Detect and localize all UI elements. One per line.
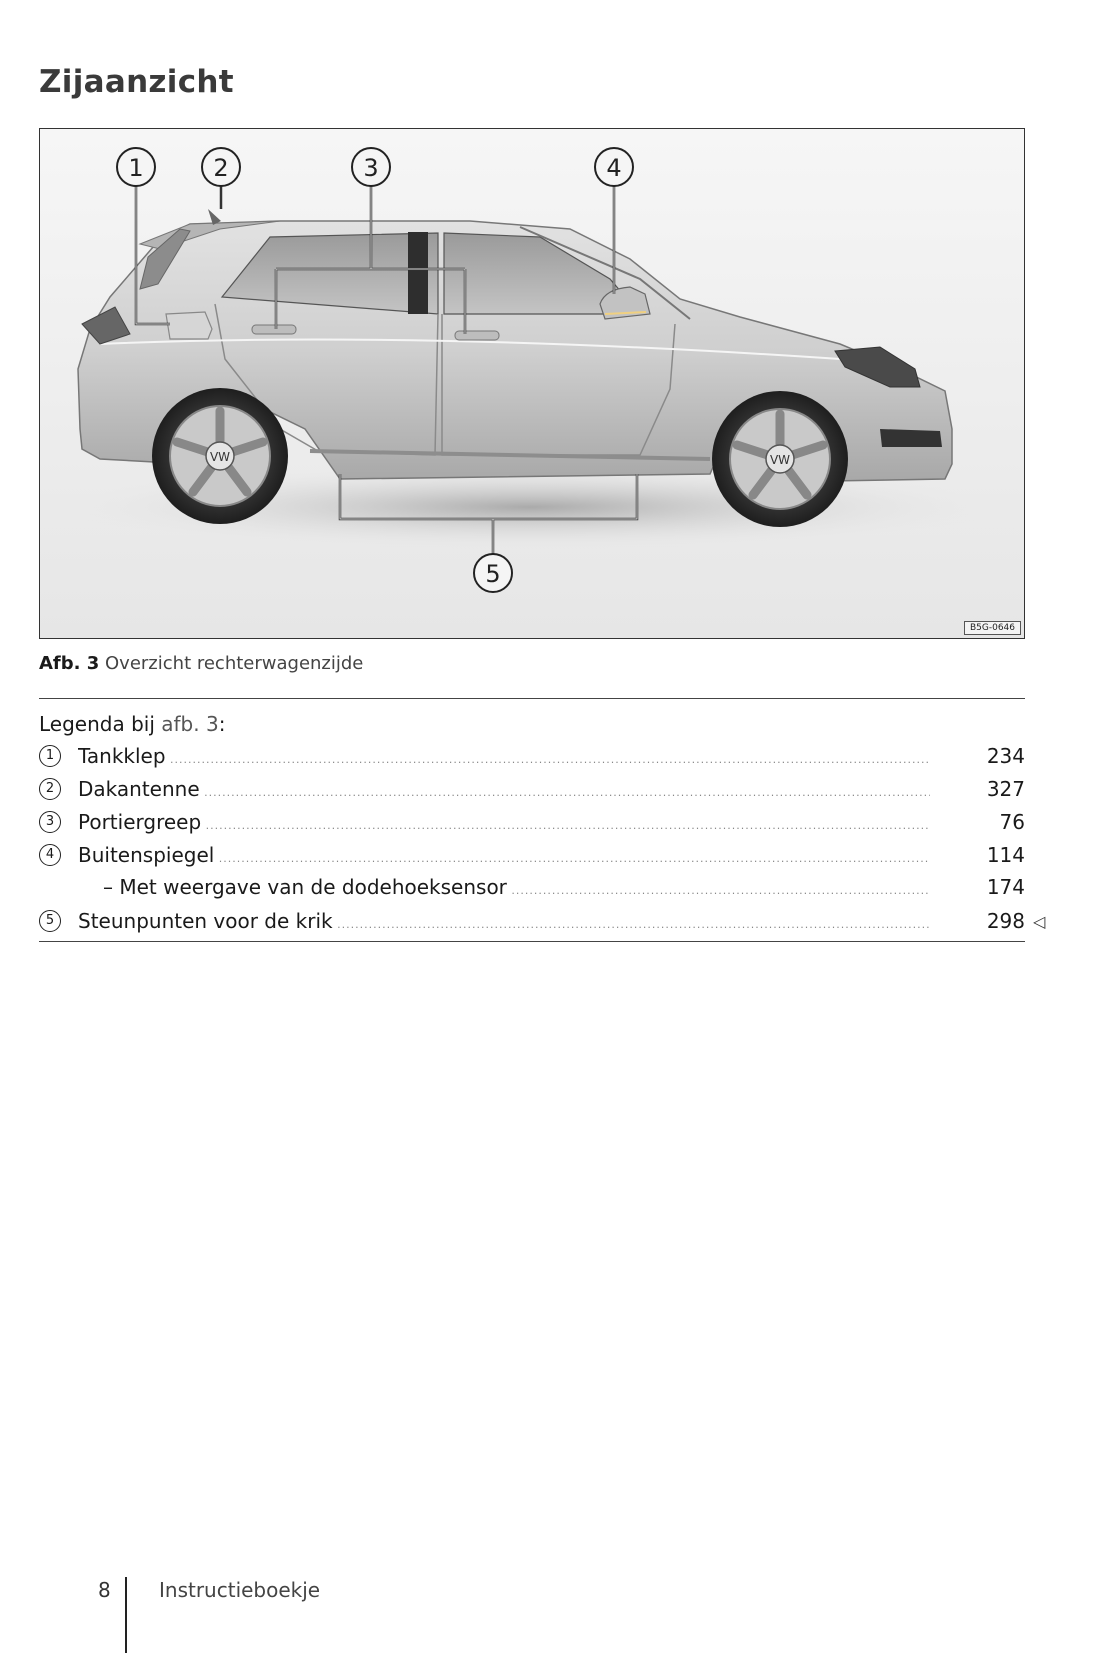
legend-number: 5 xyxy=(39,910,61,932)
legend-label: Buitenspiegel ..... xyxy=(78,841,930,873)
legend-number: 2 xyxy=(39,778,61,800)
legend-title xyxy=(39,712,225,736)
legend-page-link[interactable]: 298 xyxy=(986,909,1025,933)
rear-wheel xyxy=(152,388,288,524)
legend-page-link[interactable]: 327 xyxy=(986,777,1025,801)
legend-subitem xyxy=(39,873,1025,901)
callout-3-label: 3 xyxy=(363,154,379,182)
front-wheel xyxy=(712,391,848,527)
divider-bottom xyxy=(39,941,1025,942)
callout-4 xyxy=(595,148,633,186)
callout-1-label: 1 xyxy=(128,154,144,182)
callout-2 xyxy=(202,148,240,186)
caption-label: Afb. 3 xyxy=(39,653,100,674)
legend-number: 4 xyxy=(39,844,61,866)
legend-label: Dakantenne ..... xyxy=(78,775,930,807)
footer-divider xyxy=(125,1577,127,1653)
figure-code: B5G-0646 xyxy=(964,621,1021,635)
callout-3 xyxy=(352,148,390,186)
legend-page-link[interactable]: 174 xyxy=(986,875,1025,899)
front-door-handle xyxy=(455,331,499,340)
legend-item xyxy=(39,775,1025,803)
legend-title-ref[interactable]: afb. 3 xyxy=(161,712,219,736)
footer-page-number: 8 xyxy=(98,1578,111,1602)
rear-door-handle xyxy=(252,325,296,334)
car-side-view-figure xyxy=(39,128,1025,639)
legend-label: Steunpunten voor de krik ..... xyxy=(78,907,930,939)
callout-4-label: 4 xyxy=(606,154,622,182)
legend-item xyxy=(39,808,1025,836)
legend-number: 3 xyxy=(39,811,61,833)
legend-item xyxy=(39,742,1025,770)
callout-5 xyxy=(474,554,512,592)
b-pillar xyxy=(408,232,428,314)
legend-page-link[interactable]: 114 xyxy=(986,843,1025,867)
legend-item xyxy=(39,907,1025,935)
legend-title-suffix: : xyxy=(218,712,226,736)
callout-5-label: 5 xyxy=(485,560,501,588)
figure-caption xyxy=(39,653,363,674)
car-illustration xyxy=(40,129,1025,639)
legend-label: Portiergreep ..... xyxy=(78,808,930,840)
footer-book-title: Instructieboekje xyxy=(159,1578,321,1602)
fuel-flap xyxy=(166,312,212,339)
svg-text:VW: VW xyxy=(769,453,791,467)
page-title: Zijaanzicht xyxy=(39,64,234,100)
divider-top xyxy=(39,698,1025,699)
legend-label: Tankklep ..... xyxy=(78,742,930,774)
caption-text: Overzicht rechterwagenzijde xyxy=(105,653,364,674)
legend-sub-label: – Met weergave van de dodehoeksensor ..... xyxy=(103,873,930,905)
callout-1 xyxy=(117,148,155,186)
legend-number: 1 xyxy=(39,745,61,767)
front-bumper-grille xyxy=(880,429,942,447)
legend-page-link[interactable]: 76 xyxy=(999,810,1025,834)
section-end-icon: ◁ xyxy=(1033,912,1046,931)
legend-title-prefix: Legenda bij xyxy=(39,712,155,736)
svg-text:VW: VW xyxy=(209,450,231,464)
callout-2-label: 2 xyxy=(213,154,229,182)
legend-item xyxy=(39,841,1025,869)
legend-page-link[interactable]: 234 xyxy=(986,744,1025,768)
